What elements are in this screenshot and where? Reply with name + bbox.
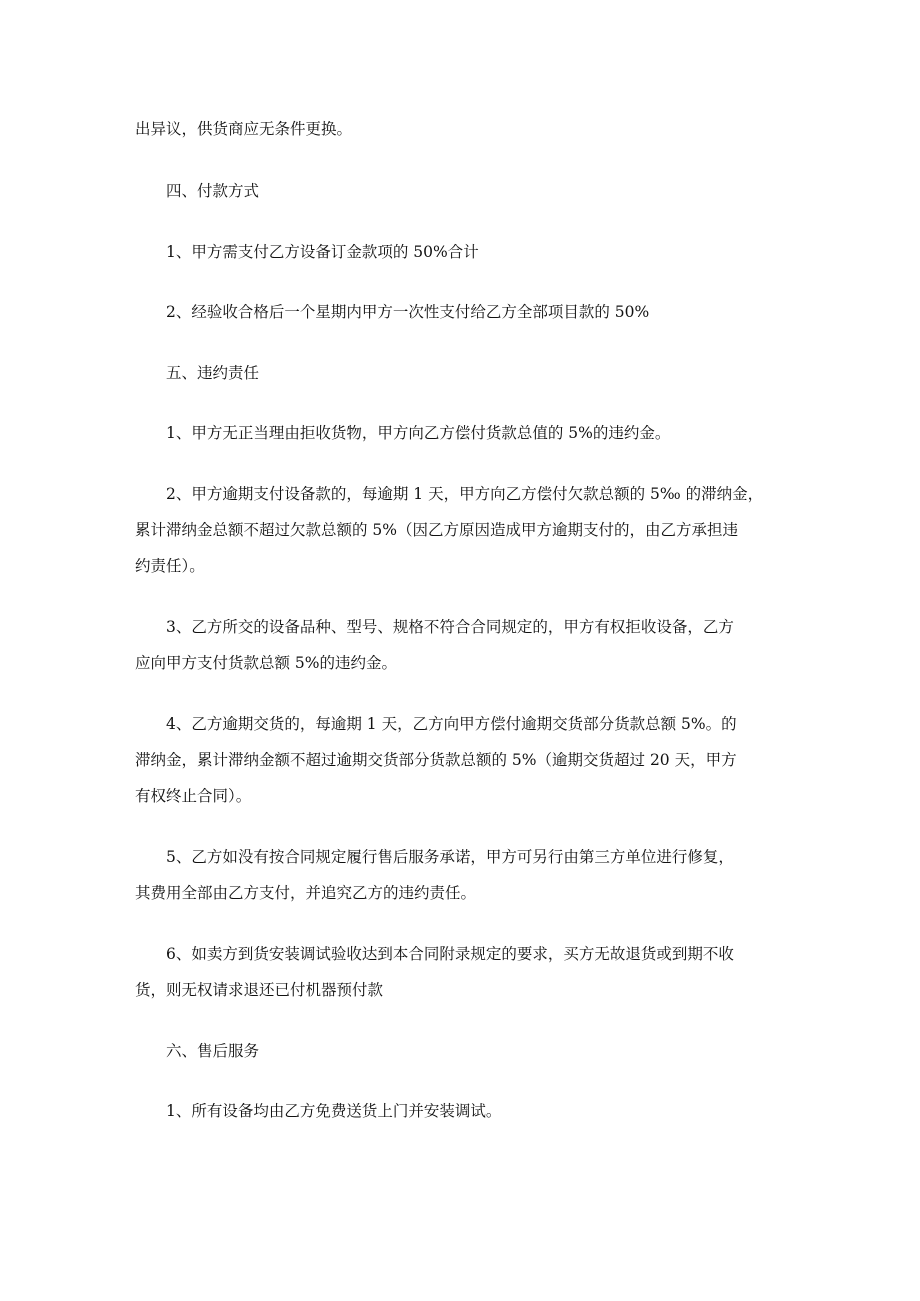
paragraph-continuation: 出异议，供货商应无条件更换。 (135, 120, 353, 138)
breach-item-6-line-1: 6、如卖方到货安装调试验收达到本合同附录规定的要求，买方无故退货或到期不收 (166, 945, 734, 963)
breach-item-4-line-3: 有权终止合同）。 (135, 787, 252, 805)
section-heading-breach: 五、违约责任 (166, 364, 260, 382)
breach-item-2-line-1: 2、甲方逾期支付设备款的，每逾期 1 天，甲方向乙方偿付欠款总额的 5‰ 的滞纳金， (166, 485, 764, 503)
service-item-1: 1、所有设备均由乙方免费送货上门并安装调试。 (166, 1102, 502, 1120)
breach-item-1: 1、甲方无正当理由拒收货物，甲方向乙方偿付货款总值的 5%的违约金。 (166, 424, 671, 442)
section-heading-payment: 四、付款方式 (166, 182, 260, 200)
breach-item-4-line-2: 滞纳金，累计滞纳金额不超过逾期交货部分货款总额的 5%（逾期交货超过 20 天，甲方 (135, 751, 737, 769)
breach-item-6-line-2: 货，则无权请求退还已付机器预付款 (135, 981, 384, 999)
breach-item-5-line-1: 5、乙方如没有按合同规定履行售后服务承诺，甲方可另行由第三方单位进行修复， (166, 848, 734, 866)
breach-item-5-line-2: 其费用全部由乙方支付，并追究乙方的违约责任。 (135, 884, 477, 902)
breach-item-4-line-1: 4、乙方逾期交货的，每逾期 1 天，乙方向甲方偿付逾期交货部分货款总额 5%。的 (166, 715, 737, 733)
breach-item-3-line-1: 3、乙方所交的设备品种、型号、规格不符合合同规定的，甲方有权拒收设备，乙方 (166, 618, 734, 636)
payment-item-1: 1、甲方需支付乙方设备订金款项的 50%合计 (166, 243, 479, 261)
breach-item-2-line-3: 约责任）。 (135, 557, 205, 575)
breach-item-2-line-2: 累计滞纳金总额不超过欠款总额的 5%（因乙方原因造成甲方逾期支付的，由乙方承担违 (135, 521, 739, 539)
breach-item-3-line-2: 应向甲方支付货款总额 5%的违约金。 (135, 654, 398, 672)
payment-item-2: 2、经验收合格后一个星期内甲方一次性支付给乙方全部项目款的 50% (166, 303, 650, 321)
section-heading-service: 六、售后服务 (166, 1042, 260, 1060)
